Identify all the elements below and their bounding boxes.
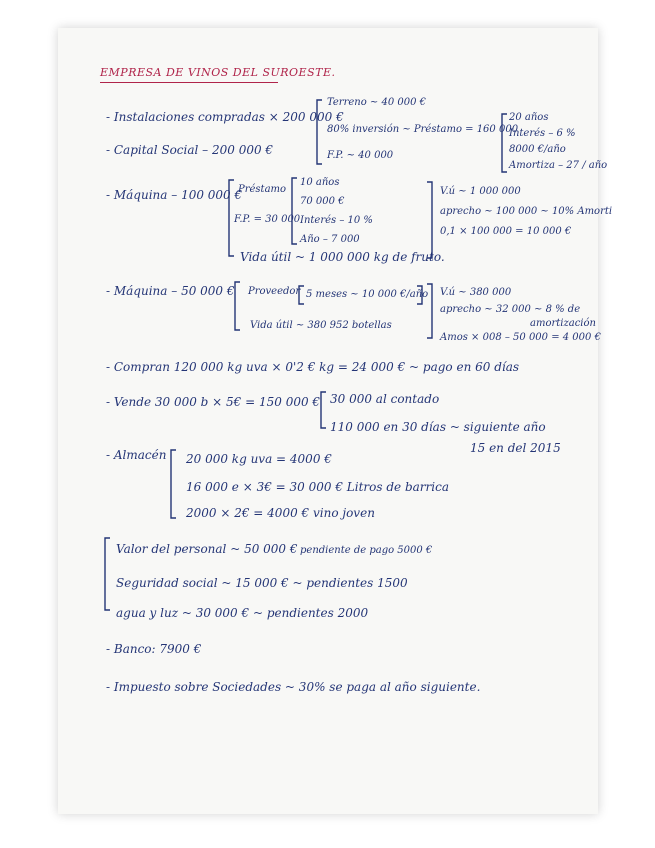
bracket (296, 284, 306, 306)
prestamo-detalle-2: Interés – 6 % (509, 128, 576, 139)
bracket (102, 536, 112, 612)
personal-item-1: Valor del personal ~ 50 000 € (116, 542, 298, 556)
almacen-item-3: 2000 × 2€ = 4000 € vino joven (186, 506, 375, 520)
bracket (415, 284, 425, 306)
page-title: EMPRESA DE VINOS DEL SUROESTE. (100, 66, 336, 79)
banco-line: - Banco: 7900 € (106, 642, 202, 656)
maquina2-label: - Máquina – 50 000 € (106, 284, 235, 298)
maquina1-vu-1: V.ú ~ 1 000 000 (440, 186, 521, 197)
maquina1-detalle-4: Año – 7 000 (300, 234, 360, 245)
vende-resto: 110 000 en 30 días ~ siguiente año (330, 420, 546, 434)
bracket (318, 390, 328, 430)
maquina1-detalle-2: 70 000 € (300, 196, 345, 207)
impuesto-line: - Impuesto sobre Sociedades ~ 30% se paga al año siguiente. (106, 680, 481, 694)
inversion-text: 80% inversión ~ Préstamo = 160 000 (327, 124, 519, 135)
instalaciones-label: - Instalaciones compradas × 200 000 € (106, 110, 344, 124)
bracket (289, 176, 299, 246)
maquina2-vu-3: amortización (530, 318, 596, 329)
maquina2-vu-2: aprecho ~ 32 000 ~ 8 % de (440, 304, 581, 315)
vende-label: - Vende 30 000 b × 5€ = 150 000 € (106, 395, 321, 409)
bracket (168, 448, 178, 520)
maquina2-proveedor-detalle: 5 meses ~ 10 000 €/año (306, 289, 429, 300)
vende-contado: 30 000 al contado (330, 392, 440, 406)
almacen-item-1: 20 000 kg uva = 4000 € (186, 452, 332, 466)
maquina1-label: - Máquina – 100 000 € (106, 188, 243, 202)
terreno-text: Terreno ~ 40 000 € (327, 97, 427, 108)
almacen-item-2: 16 000 e × 3€ = 30 000 € Litros de barrica (186, 480, 449, 494)
almacen-label: - Almacén (106, 448, 167, 462)
fp-text: F.P. ~ 40 000 (327, 150, 394, 161)
vende-fecha: 15 en del 2015 (470, 441, 561, 455)
prestamo-detalle-1: 20 años (509, 112, 549, 123)
maquina2-vida: Vida útil ~ 380 952 botellas (250, 320, 392, 331)
maquina1-vu-3: 0,1 × 100 000 = 10 000 € (440, 226, 572, 237)
maquina1-detalle-3: Interés – 10 % (300, 215, 373, 226)
maquina2-vu-4: Amos × 008 – 50 000 = 4 000 € (440, 332, 601, 343)
capital-social: - Capital Social – 200 000 € (106, 143, 274, 157)
bracket (425, 180, 435, 260)
bracket (425, 282, 435, 340)
prestamo-detalle-3: 8000 €/año (509, 144, 566, 155)
maquina1-fp: F.P. = 30 000 (234, 214, 301, 225)
personal-pendiente: pendiente de pago 5000 € (300, 545, 433, 556)
compran-line: - Compran 120 000 kg uva × 0'2 € kg = 24 000 € ~ pago en 60 días (106, 360, 520, 374)
title-underline (100, 82, 278, 83)
bracket (232, 280, 242, 332)
maquina1-detalle-1: 10 años (300, 177, 340, 188)
personal-item-3: agua y luz ~ 30 000 € ~ pendientes 2000 (116, 606, 369, 620)
maquina2-proveedor: Proveedor (248, 286, 301, 297)
prestamo-detalle-4: Amortiza – 27 / año (509, 160, 608, 171)
maquina1-prestamo: Préstamo (238, 184, 287, 195)
maquina1-vu-2: aprecho ~ 100 000 ~ 10% Amorti (440, 206, 613, 217)
personal-item-2: Seguridad social ~ 15 000 € ~ pendientes 1500 (116, 576, 408, 590)
maquina1-vida: Vida útil ~ 1 000 000 kg de fruto. (240, 250, 445, 264)
maquina2-vu-1: V.ú ~ 380 000 (440, 287, 512, 298)
bracket (499, 112, 509, 174)
bracket (314, 98, 324, 166)
